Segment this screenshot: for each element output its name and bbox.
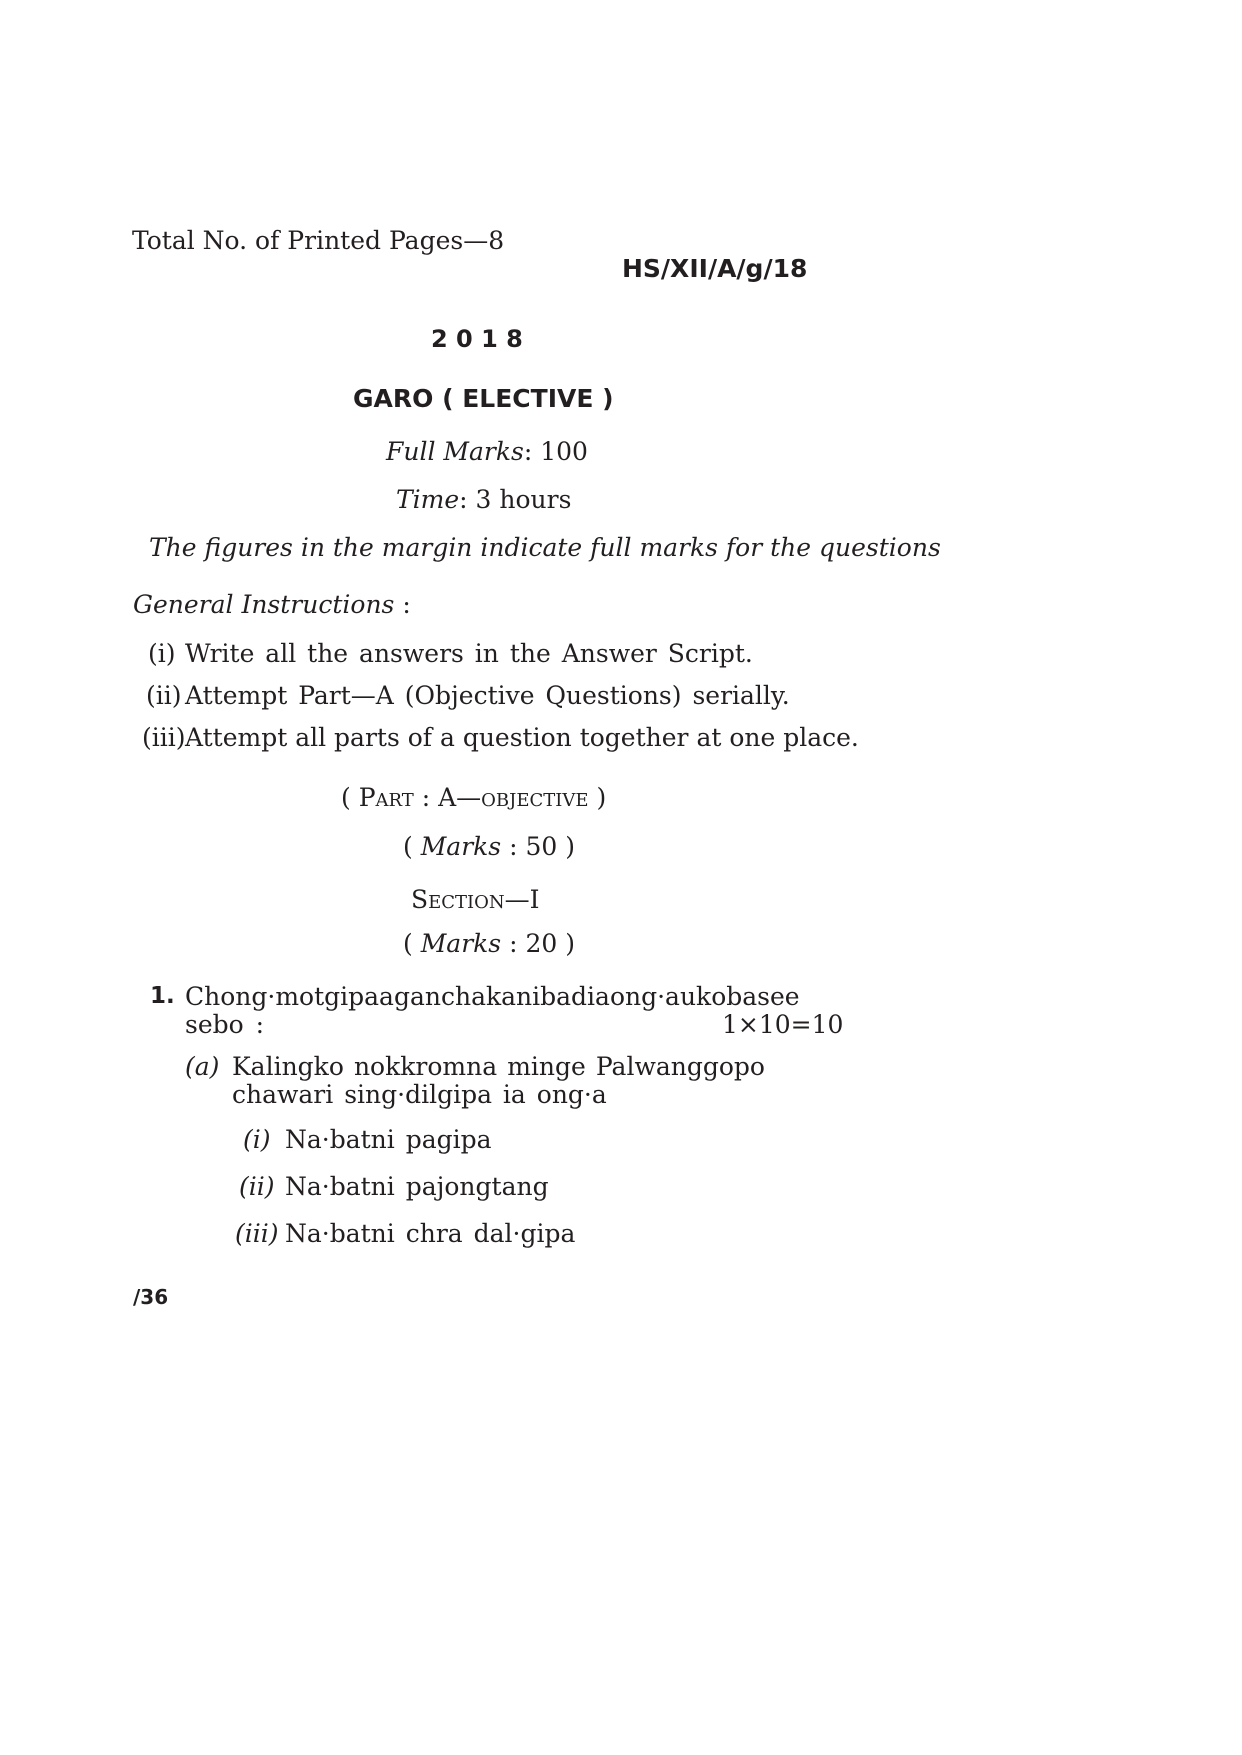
section-marks-value: : 20 ): [501, 929, 575, 958]
full-marks-label: Full Marks: [386, 437, 524, 466]
subject-title: GARO ( ELECTIVE ): [353, 384, 614, 413]
question-line-1: [185, 982, 800, 1011]
option-num: (iii): [235, 1219, 279, 1248]
page-code: /36: [133, 1285, 169, 1309]
instruction-num: (i): [148, 639, 176, 668]
sub-question-line-2: chawari sing·dilgipa ia ong·a: [232, 1080, 607, 1109]
margin-note: The figures in the margin indicate full marks for the questions: [149, 533, 941, 562]
option-text: Na·batni pajongtang: [285, 1172, 549, 1201]
sub-question-word: Palwanggopo: [595, 1052, 765, 1081]
part-marks: [403, 832, 575, 861]
option-text: Na·batni chra dal·gipa: [285, 1219, 576, 1248]
total-pages: Total No. of Printed Pages—8: [132, 226, 505, 255]
exam-year: 2 0 1 8: [431, 325, 523, 353]
question-marks: 1×10=10: [722, 1010, 844, 1039]
sub-question-word: Kalingko: [232, 1052, 344, 1081]
question-word: uko: [679, 982, 727, 1011]
instruction-text: Attempt Part—A (Objective Questions) serially.: [185, 681, 790, 710]
time-allowed: [396, 485, 571, 514]
instruction-text: Write all the answers in the Answer Script.: [185, 639, 753, 668]
part-marks-open: (: [403, 832, 421, 861]
option-num: (i): [243, 1125, 271, 1154]
instruction-text: Attempt all parts of a question together at one place.: [185, 723, 859, 752]
sub-question-word: nokkromna: [353, 1052, 498, 1081]
part-marks-label: Marks: [420, 832, 502, 861]
section-title: Section—I: [411, 885, 540, 914]
instructions-heading: [133, 590, 411, 619]
question-word: ong·a: [609, 982, 680, 1011]
sub-question-line-1: [232, 1052, 765, 1081]
paper-code: HS/XII/A/g/18: [622, 254, 808, 283]
section-marks-open: (: [403, 929, 421, 958]
full-marks: [386, 437, 588, 466]
instruction-num: (iii): [142, 723, 186, 752]
question-word: aganchakani: [379, 982, 541, 1011]
section-marks: [403, 929, 575, 958]
instructions-heading-colon: :: [394, 590, 411, 619]
section-marks-label: Marks: [420, 929, 502, 958]
question-word: Chong·motgipa: [185, 982, 380, 1011]
question-line-2: sebo :: [185, 1010, 265, 1039]
instruction-num: (ii): [146, 681, 182, 710]
question-word: badia: [540, 982, 610, 1011]
option-text: Na·batni pagipa: [285, 1125, 492, 1154]
time-label: Time: [396, 485, 460, 514]
sub-question-label: (a): [185, 1052, 220, 1081]
question-word: basee: [726, 982, 800, 1011]
option-num: (ii): [239, 1172, 275, 1201]
question-number: 1.: [150, 983, 175, 1009]
time-value: : 3 hours: [459, 485, 572, 514]
sub-question-word: minge: [507, 1052, 586, 1081]
instructions-heading-label: General Instructions: [133, 590, 395, 619]
full-marks-value: : 100: [523, 437, 588, 466]
part-title: ( Part : A—objective ): [341, 783, 607, 812]
part-marks-value: : 50 ): [501, 832, 575, 861]
